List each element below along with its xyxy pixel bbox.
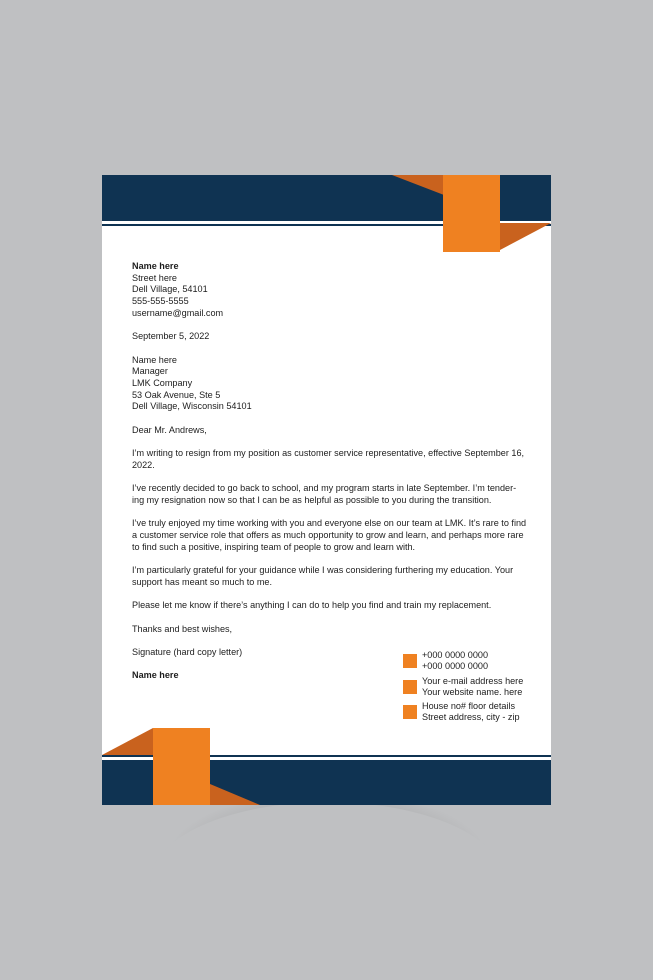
body-paragraph: I’m writing to resign from my position as customer service representative, effective September 16, 2022. <box>132 448 525 470</box>
contact-web <box>403 676 543 701</box>
recipient-title: Manager <box>132 366 168 377</box>
phone-square-icon <box>403 654 417 668</box>
header-dark-orange-triangle <box>392 175 444 195</box>
footer-ribbon-fold <box>102 728 153 755</box>
letter-body <box>132 261 527 694</box>
letter-date: September 5, 2022 <box>132 331 210 342</box>
header-orange-ribbon <box>443 175 500 252</box>
sender-name: Name here <box>132 261 179 271</box>
recipient-company: LMK Company <box>132 378 193 388</box>
email-square-icon <box>403 680 417 694</box>
contact-line: +000 0000 0000 <box>422 661 488 671</box>
sender-street: Street here <box>132 272 177 283</box>
contact-line: +000 0000 0000 <box>422 650 488 660</box>
body-paragraph: Please let me know if there’s anything I can do to help you find and train my replacement. <box>132 600 492 611</box>
signature: Signature (hard copy letter) <box>132 647 243 658</box>
sender-block <box>132 261 527 320</box>
sender-city: Dell Village, 54101 <box>132 284 208 295</box>
contact-address <box>403 701 543 726</box>
address-square-icon <box>403 705 417 719</box>
signer-name: Name here <box>132 670 179 681</box>
salutation: Dear Mr. Andrews, <box>132 424 207 435</box>
closing: Thanks and best wishes, <box>132 623 233 634</box>
body-paragraph: I’ve truly enjoyed my time working with you and everyone else on our team at LMK. It’s rare to find a customer service role that offers as much opportunity to grow and learn, and perhaps more rare to find such a positive, inspiring team of people to grow and learn with. <box>132 518 527 552</box>
contact-line: Your e-mail address here <box>422 675 524 686</box>
footer-dark-orange-triangle <box>210 784 260 805</box>
contact-line: Street address, city - zip <box>422 712 520 722</box>
contact-phone <box>403 650 543 675</box>
recipient-address: 53 Oak Avenue, Ste 5 <box>132 389 221 400</box>
contact-line: Your website name. here <box>422 686 523 697</box>
contact-list <box>403 650 543 727</box>
contact-line: House no# floor details <box>422 701 516 711</box>
body-paragraph: I’ve recently decided to go back to school, and my program starts in late September. I’m tender-ing my resignation now so that I can be as helpful as possible to you during the transition. <box>132 483 517 505</box>
footer-orange-ribbon <box>153 728 210 805</box>
body-paragraph: I’m particularly grateful for your guidance while I was considering furthering my education. Your support has meant so much to me. <box>132 565 514 587</box>
recipient-block <box>132 355 527 414</box>
sender-email: username@gmail.com <box>132 307 224 318</box>
sender-phone: 555-555-5555 <box>132 296 189 307</box>
recipient-name: Name here <box>132 354 177 365</box>
recipient-city: Dell Village, Wisconsin 54101 <box>132 401 252 412</box>
header-ribbon-fold <box>500 223 551 250</box>
letterhead-page <box>102 175 551 805</box>
